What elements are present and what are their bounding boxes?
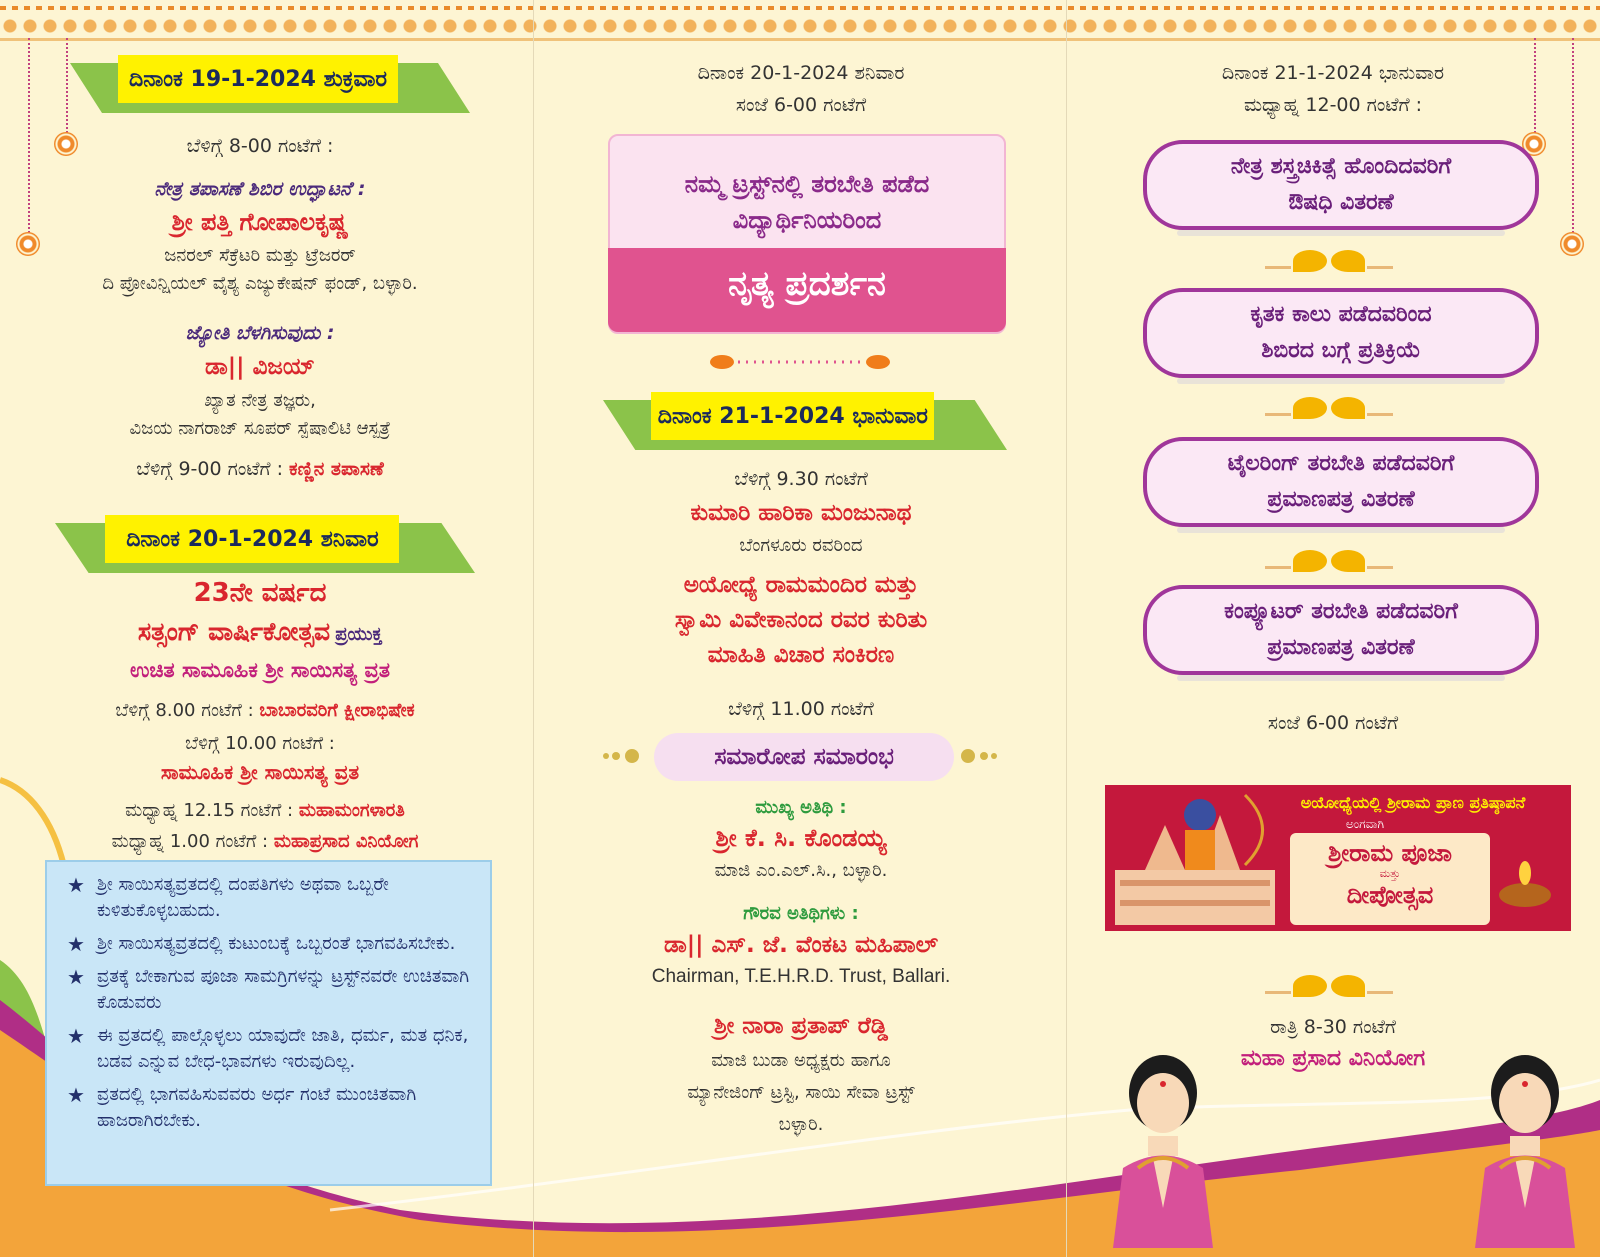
guest-description: ಮ್ಯಾನೇಜಿಂಗ್ ಟ್ರಸ್ಟಿ, ಸಾಯಿ ಸೇವಾ ಟ್ರಸ್ಟ್ bbox=[687, 1082, 915, 1103]
dance-description: ನಮ್ಮ ಟ್ರಸ್ಟ್‌ನಲ್ಲಿ ತರಬೇತಿ ಪಡೆದ bbox=[684, 170, 930, 198]
event-label: ಸಾಮೂಹಿಕ ಶ್ರೀ ಸಾಯಿಸತ್ಯ ವ್ರತ bbox=[160, 760, 360, 784]
lamp-lighting-label: ಜ್ಯೋತಿ ಬೆಳಗಿಸುವುದು : bbox=[185, 322, 335, 344]
speaker-name: ಕುಮಾರಿ ಹಾರಿಕಾ ಮಂಜುನಾಥ bbox=[690, 500, 912, 526]
pill-text: ಪ್ರಮಾಣಪತ್ರ ವಿತರಣೆ bbox=[1267, 487, 1415, 512]
star-bullet-icon: ★ bbox=[67, 873, 85, 897]
inaugurator-title: ಜನರಲ್ ಸೆಕ್ರೆಟರಿ ಮತ್ತು ಟ್ರೆಜರರ್ bbox=[164, 245, 356, 266]
dance-title: ನೃತ್ಯ ಪ್ರದರ್ಶನ bbox=[728, 264, 886, 304]
date-label: ದಿನಾಂಕ 20-1-2024 ಶನಿವಾರ bbox=[697, 62, 905, 84]
event-pill bbox=[1143, 140, 1539, 230]
hanging-string bbox=[28, 38, 30, 233]
person-description: ಖ್ಯಾತ ನೇತ್ರ ತಜ್ಞರು, bbox=[204, 390, 316, 411]
seminar-topic: ಸ್ವಾಮಿ ವಿವೇಕಾನಂದ ರವರ ಕುರಿತು bbox=[674, 607, 928, 633]
closing-ceremony-title: ಸಮಾರೋಪ ಸಮಾರಂಭ bbox=[654, 733, 954, 781]
flower-ornament-icon bbox=[1560, 232, 1584, 256]
hanging-string bbox=[1572, 38, 1574, 233]
speaker-origin: ಬೆಂಗಳೂರು ರವರಿಂದ bbox=[739, 535, 863, 556]
date-banner bbox=[55, 515, 475, 573]
satsang-title: ಸತ್ಸಂಗ್ ವಾರ್ಷಿಕೋತ್ಸವ bbox=[137, 617, 331, 646]
eye-checkup-event: ಕಣ್ಣಿನ ತಪಾಸಣೆ bbox=[289, 458, 384, 480]
top-decorative-border bbox=[0, 0, 1600, 41]
hanging-string bbox=[1534, 38, 1536, 133]
banner-subheading: ಅಂಗವಾಗಿ bbox=[1345, 817, 1385, 831]
banner-conjunction: ಮತ್ತು bbox=[1379, 867, 1401, 880]
time-label: ಮಧ್ಯಾಹ್ನ 1.00 ಗಂಟೆಗೆ : bbox=[111, 831, 269, 852]
banner-heading: ಅಯೋಧ್ಯೆಯಲ್ಲಿ ಶ್ರೀರಾಮ ಪ್ರಾಣ ಪ್ರತಿಷ್ಠಾಪನೆ bbox=[1300, 793, 1526, 812]
banner-title-box bbox=[1290, 833, 1490, 925]
seminar-topic: ಮಾಹಿತಿ ವಿಚಾರ ಸಂಕಿರಣ bbox=[707, 642, 895, 668]
time-label: ಸಂಜೆ 6-00 ಗಂಟೆಗೆ bbox=[1267, 712, 1399, 734]
time-label: ಬೆಳಿಗ್ಗೆ 10.00 ಗಂಟೆಗೆ : bbox=[185, 733, 335, 754]
time-label: ಸಂಜೆ 6-00 ಗಂಟೆಗೆ bbox=[735, 94, 867, 116]
inauguration-label: ನೇತ್ರ ತಪಾಸಣೆ ಶಿಬಿರ ಉದ್ಘಾಟನೆ : bbox=[154, 178, 366, 200]
date-label: ದಿನಾಂಕ 19-1-2024 ಶುಕ್ರವಾರ bbox=[118, 55, 398, 103]
time-label: ಬೆಳಿಗ್ಗೆ 8.00 ಗಂಟೆಗೆ : bbox=[115, 700, 254, 721]
time-label: ಬೆಳಿಗ್ಗೆ 11.00 ಗಂಟೆಗೆ bbox=[728, 698, 874, 720]
seminar-topic: ಅಯೋಧ್ಯೆ ರಾಮಮಂದಿರ ಮತ್ತು bbox=[683, 572, 919, 598]
dance-performance-card bbox=[608, 134, 1006, 334]
dance-description: ವಿದ್ಯಾರ್ಥಿನಿಯರಿಂದ bbox=[732, 206, 882, 234]
note-text: ಶ್ರೀ ಸಾಯಿಸತ್ಯವ್ರತದಲ್ಲಿ ಕುಟುಂಬಕ್ಕೆ ಒಬ್ಬರಂತೆ ಭಾಗವಹಿಸಬೇಕು. bbox=[97, 933, 456, 954]
paisley-divider-icon bbox=[1265, 975, 1425, 999]
event-label: ಮಹಾಮಂಗಳಾರತಿ bbox=[298, 800, 405, 821]
star-bullet-icon: ★ bbox=[67, 965, 85, 989]
paisley-divider-icon bbox=[1265, 250, 1425, 274]
honored-guests-label: ಗೌರವ ಅತಿಥಿಗಳು : bbox=[743, 903, 859, 924]
date-label: ದಿನಾಂಕ 20-1-2024 ಶನಿವಾರ bbox=[105, 515, 399, 563]
note-item bbox=[67, 931, 480, 957]
paisley-divider-icon bbox=[1265, 550, 1425, 574]
note-text: ಶ್ರೀ ಸಾಯಿಸತ್ಯವ್ರತದಲ್ಲಿ ದಂಪತಿಗಳು ಅಥವಾ ಒಬ್ಬರೇ ಕುಳಿತುಕೊಳ್ಳಬಹುದು. bbox=[97, 874, 389, 921]
pill-text: ಟೈಲರಿಂಗ್ ತರಬೇತಿ ಪಡೆದವರಿಗೆ bbox=[1227, 451, 1455, 476]
guest-description: ಬಳ್ಳಾರಿ. bbox=[778, 1114, 824, 1135]
schedule-item bbox=[20, 800, 510, 821]
guest-description: Chairman, T.E.H.R.D. Trust, Ballari. bbox=[651, 966, 951, 987]
sri-rama-pooja-banner bbox=[1105, 785, 1571, 931]
dot-ornament-icon bbox=[602, 748, 642, 762]
greeting-woman-illustration bbox=[1093, 1048, 1233, 1248]
event-pill bbox=[1143, 437, 1539, 527]
lamp-lighting-person: ಡಾ|| ವಿಜಯ್ bbox=[205, 354, 315, 380]
date-banner bbox=[603, 392, 1007, 450]
banner-title: ಶ್ರೀರಾಮ ಪೂಜಾ bbox=[1328, 839, 1452, 867]
pill-text: ನೇತ್ರ ಶಸ್ತ್ರಚಿಕಿತ್ಸೆ ಹೊಂದಿದವರಿಗೆ bbox=[1230, 154, 1452, 179]
inaugurator-organization: ದಿ ಪ್ರೋವಿನ್ಷಿಯಲ್ ವೈಶ್ಯ ಎಜ್ಯುಕೇಷನ್ ಫಂಡ್, ಬಳ್ಳಾರಿ. bbox=[102, 273, 418, 294]
star-bullet-icon: ★ bbox=[67, 1083, 85, 1107]
note-text: ಈ ವ್ರತದಲ್ಲಿ ಪಾಲ್ಗೊಳ್ಳಲು ಯಾವುದೇ ಜಾತಿ, ಧರ್ಮ, ಮತ ಧನಿಕ, ಬಡವ ಎನ್ನುವ ಬೇಧ-ಭಾವಗಳು ಇರುವುದಿಲ್ಲ. bbox=[97, 1025, 469, 1072]
fold-line bbox=[533, 0, 534, 1257]
guest-description: ಮಾಜಿ ಬುಡಾ ಅಧ್ಯಕ್ಷರು ಹಾಗೂ bbox=[711, 1050, 891, 1071]
hanging-string bbox=[66, 38, 68, 133]
chief-guest-description: ಮಾಜಿ ಎಂ.ಎಲ್.ಸಿ., ಬಳ್ಳಾರಿ. bbox=[714, 860, 888, 881]
pill-text: ಪ್ರಮಾಣಪತ್ರ ವಿತರಣೆ bbox=[1267, 635, 1415, 660]
final-event-label: ಮಹಾ ಪ್ರಸಾದ ವಿನಿಯೋಗ bbox=[1240, 1046, 1426, 1071]
date-banner bbox=[70, 55, 470, 113]
anniversary-year: 23ನೇ ವರ್ಷದ bbox=[193, 578, 327, 608]
time-label: ರಾತ್ರಿ 8-30 ಗಂಟೆಗೆ bbox=[1270, 1016, 1396, 1038]
schedule-item bbox=[20, 700, 510, 721]
divider-ornament bbox=[710, 354, 890, 370]
note-text: ವ್ರತಕ್ಕೆ ಬೇಕಾಗುವ ಪೂಜಾ ಸಾಮಗ್ರಿಗಳನ್ನು ಟ್ರಸ್ಟ್‌ನವರೇ ಉಚಿತವಾಗಿ ಕೊಡುವರು bbox=[97, 966, 470, 1013]
paisley-divider-icon bbox=[1265, 397, 1425, 421]
time-label: ಮಧ್ಯಾಹ್ನ 12-00 ಗಂಟೆಗೆ : bbox=[1243, 94, 1423, 116]
event-pill bbox=[1143, 585, 1539, 675]
pill-text: ಶಿಬಿರದ ಬಗ್ಗೆ ಪ್ರತಿಕ್ರಿಯೆ bbox=[1261, 338, 1421, 363]
occasion-word: ಪ್ರಯುಕ್ತ bbox=[335, 624, 383, 645]
schedule-item bbox=[20, 831, 510, 852]
pill-text: ಕಂಪ್ಯೂಟರ್ ತರಬೇತಿ ಪಡೆದವರಿಗೆ bbox=[1224, 599, 1458, 624]
satsang-line bbox=[40, 617, 480, 647]
pill-text: ಕೃತಕ ಕಾಲು ಪಡೆದವರಿಂದ bbox=[1250, 302, 1432, 327]
dot-ornament-icon bbox=[958, 748, 998, 762]
inaugurator-name: ಶ್ರೀ ಪತ್ತಿ ಗೋಪಾಲಕೃಷ್ಣ bbox=[171, 208, 349, 236]
time-label: ಬೆಳಿಗ್ಗೆ 8-00 ಗಂಟೆಗೆ : bbox=[186, 135, 334, 157]
hospital-name: ವಿಜಯ ನಾಗರಾಜ್ ಸೂಪರ್ ಸ್ಪೆಷಾಲಿಟಿ ಆಸ್ಪತ್ರೆ bbox=[129, 418, 391, 439]
fold-line bbox=[1066, 0, 1067, 1257]
star-bullet-icon: ★ bbox=[67, 932, 85, 956]
guest-name: ಶ್ರೀ ನಾರಾ ಪ್ರತಾಪ್ ರೆಡ್ಡಿ bbox=[714, 1013, 888, 1039]
chief-guest-label: ಮುಖ್ಯ ಅತಿಥಿ : bbox=[755, 797, 847, 818]
note-item bbox=[67, 964, 480, 1016]
note-item bbox=[67, 1082, 480, 1134]
time-label: ಬೆಳಿಗ್ಗೆ 9.30 ಗಂಟೆಗೆ bbox=[734, 468, 868, 490]
greeting-woman-illustration bbox=[1455, 1048, 1595, 1248]
time-label: ಮಧ್ಯಾಹ್ನ 12.15 ಗಂಟೆಗೆ : bbox=[125, 800, 294, 821]
guest-name: ಡಾ|| ಎಸ್. ಜೆ. ವೆಂಕಟ ಮಹಿಪಾಲ್ bbox=[663, 932, 939, 958]
banner-title: ದೀಪೋತ್ಸವ bbox=[1346, 881, 1434, 909]
date-label: ದಿನಾಂಕ 21-1-2024 ಭಾನುವಾರ bbox=[1221, 62, 1445, 84]
note-text: ವ್ರತದಲ್ಲಿ ಭಾಗವಹಿಸುವವರು ಅರ್ಧ ಗಂಟೆ ಮುಂಚಿತವಾಗಿ ಹಾಜರಾಗಿರಬೇಕು. bbox=[97, 1084, 417, 1131]
eye-checkup-line bbox=[40, 458, 480, 480]
event-label: ಮಹಾಪ್ರಸಾದ ವಿನಿಯೋಗ bbox=[273, 831, 419, 852]
chief-guest-name: ಶ್ರೀ ಕೆ. ಸಿ. ಕೊಂಡಯ್ಯ bbox=[715, 824, 887, 852]
star-bullet-icon: ★ bbox=[67, 1024, 85, 1048]
date-label: ದಿನಾಂಕ 21-1-2024 ಭಾನುವಾರ bbox=[651, 392, 934, 440]
pill-text: ಔಷಧಿ ವಿತರಣೆ bbox=[1288, 190, 1394, 215]
time-label: ಬೆಳಿಗ್ಗೆ 9-00 ಗಂಟೆಗೆ : bbox=[136, 458, 283, 480]
vrata-title: ಉಚಿತ ಸಾಮೂಹಿಕ ಶ್ರೀ ಸಾಯಿಸತ್ಯ ವ್ರತ bbox=[129, 658, 391, 682]
event-label: ಬಾಬಾರವರಿಗೆ ಕ್ಷೀರಾಭಿಷೇಕ bbox=[259, 700, 415, 721]
vrata-notes-box bbox=[45, 860, 492, 1186]
note-item bbox=[67, 872, 480, 924]
note-item bbox=[67, 1023, 480, 1075]
event-pill bbox=[1143, 288, 1539, 378]
